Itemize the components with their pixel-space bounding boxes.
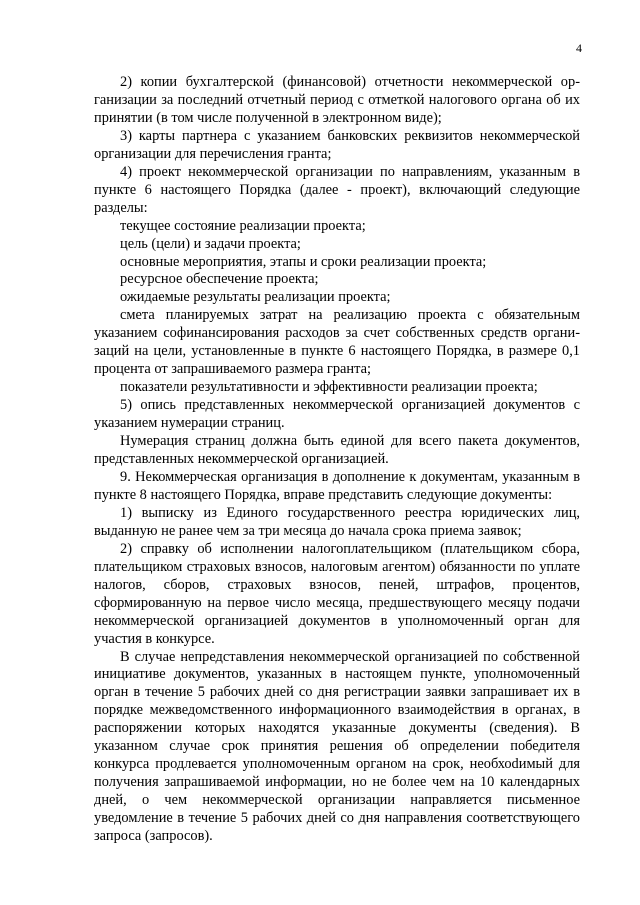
list-item-project-budget: смета планируемых затрат на реализацию проекта с обязательным указанием софинансирования расходов за счет собственных средств организаций на цели, установленные в пункте 6 настоящего Порядка, в размере 0,1 процента от запрашиваемого размера гранта;	[94, 307, 580, 378]
paragraph-item-1-registry-extract: 1) выписку из Единого государственного реестра юридических лиц, выданную не ранее чем за три месяца до начала срока приема заявок;	[94, 504, 580, 539]
paragraph-item-2-financial-reports: 2) копии бухгалтерской (финансовой) отчетности некоммерческой организации за последний отчетный период с отметкой налогового органа об их принятии (в том числе полученной в электронном виде);	[94, 74, 580, 126]
list-item-project-section: цель (цели) и задачи проекта;	[120, 235, 301, 252]
page-number: 4	[576, 41, 582, 55]
list-item-project-section: текущее состояние реализации проекта;	[120, 217, 366, 234]
paragraph-non-submission: В случае непредставления некоммерческой организацией по собственной инициативе документов, указанных в настоящем пункте, уполномоченный орган в течение 5 рабочих дней со дня регистрации заявки запрашивает их в порядке межведомственного информационного взаимодействия в органах, в распоряжении которых находятся указанные документы (сведения). В указанном случае срок принятия решения об определении победителя конкурса продлевается уполномоченным органом на срок, необхоdимый для получения запрашиваемой информации, но не более чем на 10 календарных дней, о чем некоммерческой организации направляется письменное уведомление в течение 5 рабочих дней со дня направления соответствующего запроса (запросов).	[94, 648, 580, 845]
paragraph-section-9: 9. Некоммерческая организация в дополнение к документам, указанным в пункте 8 настоящего Порядка, вправе представить следующие документы:	[94, 468, 580, 503]
paragraph-item-3-partner-card: 3) карты партнера с указанием банковских реквизитов некоммерческой организации для перечисления гранта;	[94, 127, 580, 162]
document-body	[94, 74, 580, 846]
list-item-project-section: основные мероприятия, этапы и сроки реализации проекта;	[120, 253, 487, 270]
list-item-project-section: показатели результативности и эффективности реализации проекта;	[120, 379, 538, 396]
paragraph-item-5-inventory: 5) опись представленных некоммерческой организацией документов с указанием нумерации страниц.	[94, 397, 580, 432]
list-item-project-section: ожидаемые результаты реализации проекта;	[120, 289, 391, 306]
list-item-project-section: ресурсное обеспечение проекта;	[120, 271, 319, 288]
paragraph-item-2-tax-certificate: 2) справку об исполнении налогоплательщиком (плательщиком сбора, плательщиком страховых взносов, налоговым агентом) обязанности по уплате налогов, сборов, страховых взносов, пеней, штрафов, процентов, сформированную на первое число месяца, предшествующего месяцу подачи некоммерческой организацией документов в уполномоченный орган для участия в конкурсе.	[94, 540, 580, 647]
paragraph-page-numbering: Нумерация страниц должна быть единой для всего пакета документов, представленных некоммерческой организацией.	[94, 433, 580, 468]
paragraph-item-4-project: 4) проект некоммерческой организации по направлениям, указанным в пункте 6 настоящего Порядка (далее - проект), включающий следующие разделы:	[94, 163, 580, 216]
